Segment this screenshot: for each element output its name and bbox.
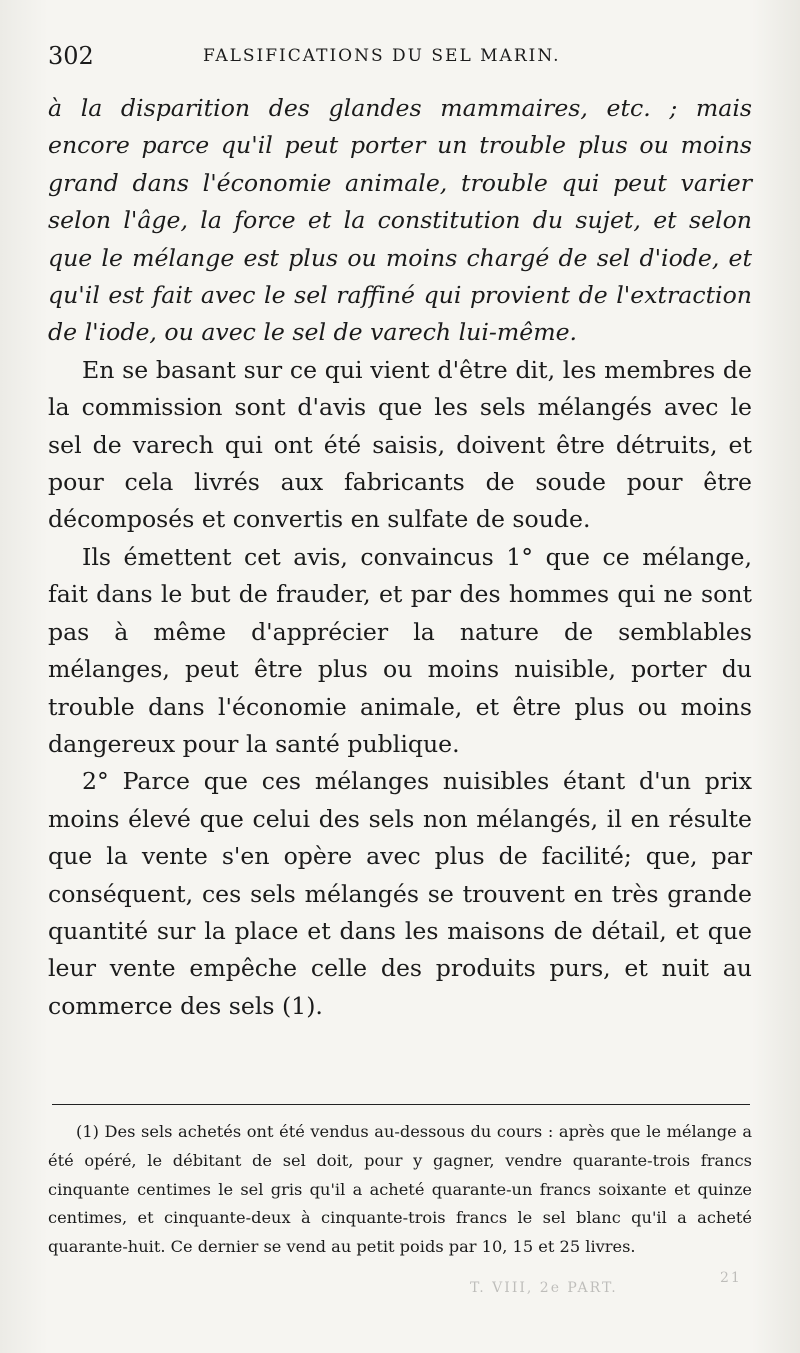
body-text [48,90,752,1025]
paragraph: 2° Parce que ces mélanges nuisibles étant d'un prix moins élevé que celui des sels non mélangés, il en résulte que la vente s'en opère avec plus de facilité; que, par conséquent, ces sels mélangés se trouvent en très grande quantité sur la place et dans les maisons de détail, et que leur vente empêche celle des produits purs, et nuit au commerce des sels (1). [48,767,752,1020]
paragraph-continued: à la disparition des glandes mammaires, etc. ; mais encore parce qu'il peut porter un trouble plus ou moins grand dans l'économie animale, trouble qui peut varier selon l'âge, la force et la constitution du sujet, et selon que le mélange est plus ou moins chargé de sel d'iode, et qu'il est fait avec le sel raffiné qui provient de l'extraction de l'iode, ou avec le sel de varech lui-même. [48,94,752,347]
show-through-signature [470,1262,770,1302]
page-header [48,42,758,76]
running-head: FALSIFICATIONS DU SEL MARIN. [203,46,561,66]
signature-left: T. VIII, 2e PART. [470,1280,618,1296]
paragraph: Ils émettent cet avis, convaincus 1° que ce mélange, fait dans le but de frauder, et par des hommes qui ne sont pas à même d'apprécier la nature de semblables mélanges, peut être plus ou moins nuisible, porter du trouble dans l'économie animale, et être plus ou moins dangereux pour la santé publique. [48,542,752,758]
footnote-text: (1) Des sels achetés ont été vendus au-dessous du cours : après que le mélange a été opéré, le débitant de sel doit, pour y gagner, vendre quarante-trois francs cinquante centimes le sel gris qu'il a acheté quarante-un francs soixante et quinze centimes, et cinquante-deux à cinquante-trois francs le sel blanc qu'il a acheté quarante-huit. Ce dernier se vend au petit poids par 10, 15 et 25 livres. [48,1122,752,1257]
footnote [48,1118,752,1262]
paragraph: En se basant sur ce qui vient d'être dit, les membres de la commission sont d'avis que les sels mélangés avec le sel de varech qui ont été saisis, doivent être détruits, et pour cela livrés aux fabricants de soude pour être décomposés et convertis en sulfate de soude. [48,355,752,534]
signature-right: 21 [720,1270,742,1286]
footnote-rule [52,1104,750,1105]
page-number: 302 [48,42,94,70]
